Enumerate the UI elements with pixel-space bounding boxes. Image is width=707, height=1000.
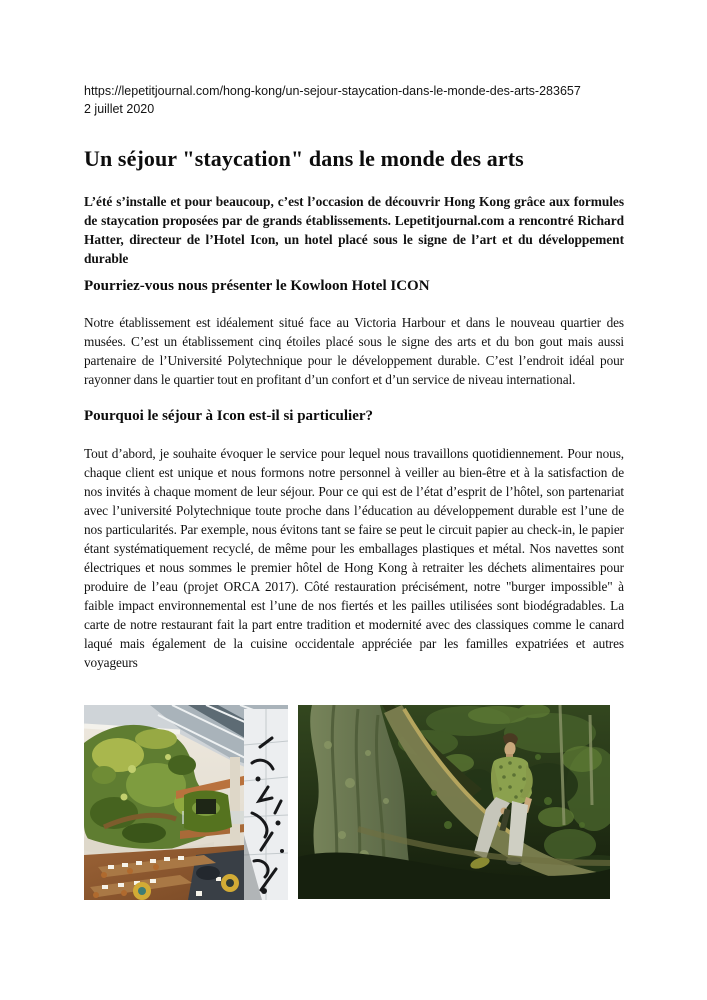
photo-row xyxy=(84,705,610,900)
jungle-portrait-image xyxy=(298,705,610,899)
article-title: Un séjour "staycation" dans le monde des arts xyxy=(84,146,524,171)
article-date: 2 juillet 2020 xyxy=(84,101,155,116)
hotel-atrium-image xyxy=(84,705,288,900)
photo-hotel-atrium xyxy=(84,705,288,900)
section-body-1: Notre établissement est idéalement situé face au Victoria Harbour et dans le nouveau quartier des musées. C’est un établissement cinq étoiles placé sous le signe des arts et du bon gout mais aussi partenaire de l’Université Polytechnique pour le développement durable. C’est l’endroit idéal pour rayonner dans le quartier tout en profitant d’un confort et d’un service de niveau international. xyxy=(84,315,624,387)
source-url: https://lepetitjournal.com/hong-kong/un-sejour-staycation-dans-le-monde-des-arts-283657 xyxy=(84,84,581,98)
section-heading-1: Pourriez-vous nous présenter le Kowloon Hotel ICON xyxy=(84,278,430,294)
section-body-2: Tout d’abord, je souhaite évoquer le service pour lequel nous travaillons quotidiennement. Pour nous, chaque client est unique et nous formons notre personnel à veiller au bien-être et à la satisfaction de nos invités à chaque moment de leur séjour. Pour ce qui est de l’état d’esprit de l’hôtel, son partenariat avec l’université Polytechnique toute proche dans l’éducation au développement durable est l’une de nos particularités. Par exemple, nous évitons tant se faire se peut le circuit papier au check-in, le papier étant systématiquement recyclé, de même pour les emballages plastiques et métal. Nos navettes sont électriques et nous sommes le premier hôtel de Hong Kong à retraiter les déchets alimentaires pour produire de l’eau (projet ORCA 2017). Côté restauration précisément, notre "burger impossible" à faible impact environnemental est l’une de nos fiertés et les pailles utilisées sont biodégradables. La carte de notre restaurant fait la part entre tradition et modernité avec des classiques comme le canard laqué mais également de la cuisine occidentale appréciée par les familles expatriées et autres voyageurs xyxy=(84,446,624,670)
section-heading-2: Pourquoi le séjour à Icon est-il si particulier? xyxy=(84,408,374,424)
photo-jungle-portrait xyxy=(298,705,610,900)
source-header xyxy=(84,83,644,118)
article-intro: L’été s’installe et pour beaucoup, c’est l’occasion de découvrir Hong Kong grâce aux formules de staycation proposées par de grands établissements. Lepetitjournal.com a rencontré Richard Hatter, directeur de l’Hotel Icon, un hotel placé sous le signe de l’art et du développement durable xyxy=(84,194,624,266)
